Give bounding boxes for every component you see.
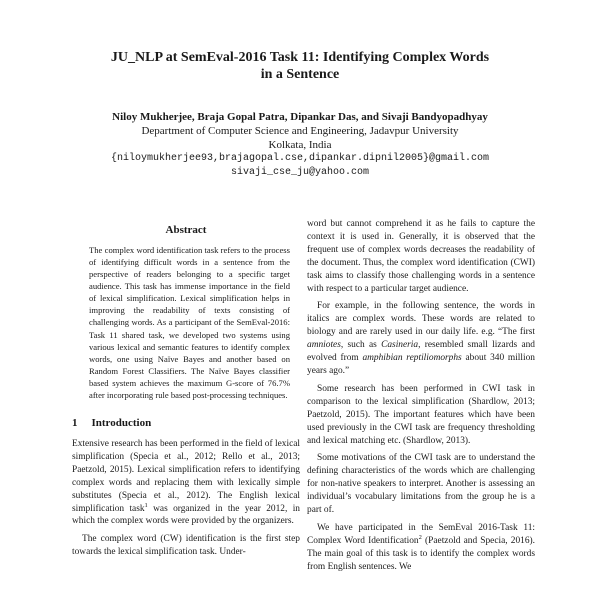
footnote-marker-2: 2 xyxy=(418,533,422,541)
author-location: Kolkata, India xyxy=(268,139,332,151)
title-line-1: JU_NLP at SemEval-2016 Task 11: Identifying Complex Words xyxy=(110,50,490,65)
title-line-2: in a Sentence xyxy=(260,67,340,82)
left-column xyxy=(72,224,300,564)
right-column xyxy=(307,218,535,579)
author-names: Niloy Mukherjee, Braja Gopal Patra, Dipankar Das, and Sivaji Bandyopadhyay xyxy=(112,111,488,123)
author-email-2: sivaji_cse_ju@yahoo.com xyxy=(230,167,370,178)
author-email-1: {niloymukherjee93,brajagopal.cse,dipankar.dipnil2005}@gmail.com xyxy=(110,153,490,164)
right-paragraph-1: word but cannot comprehend it as he fails to capture the context it is used in. Generally, it is observed that the frequent use of complex words decreases the readability of the document. Thus, the complex word identification (CWI) task aims to classify those challenging words in a sentence with respect to a particular target audience. xyxy=(307,219,535,294)
section-number: 1 xyxy=(72,417,78,430)
right-paragraph-4: Some motivations of the CWI task are to understand the defining characteristics of the words which are challenging for non-native speakers to interpret. Another is assessing an individual’s vocabulary limitations from the group he is a part of. xyxy=(307,453,535,516)
abstract-text: The complex word identification task refers to the process of identifying difficult words in a sentence from the perspective of readers belonging to a specific target audience. This task has immense importance in the field of lexical simplification. Lexical simplification helps in improving the readability of texts consisting of challenging words. As a participant of the SemEval-2016: Task 11 shared task, we developed two systems using various lexical and semantic features to identify complex words, one using Naïve Bayes and another based on Random Forest Classifiers. The Naïve Bayes classifier based system achieves the maximum G-score of 76.7% after incorporating rule based post-processing techniques. xyxy=(89,244,290,401)
intro-paragraph-1: Extensive research has been performed in the field of lexical simplification (Specia et al., 2012; Rello et al., 2013; Paetzold, 2015). Lexical simplification refers to identifying complex words and replacing them with lexically simple substitutes (Specia et al., 2012). The English lexical simplification task$^1$ was organized in the year 2012, in which the complex words were provided by the organizers. xyxy=(72,439,300,527)
intro-paragraph-2: The complex word (CW) identification is the first step towards the lexical simplification task. Under- xyxy=(72,534,300,558)
right-paragraph-3: Some research has been performed in CWI task in comparison to the lexical simplification (Shardlow, 2013; Paetzold, 2015). The important features which have been used previously in the CWI task are frequency thresholding and lexical matching etc. (Shardlow, 2013). xyxy=(307,383,535,446)
right-paragraph-2: For example, in the following sentence, the words in italics are complex words. These words are related to biology and are rarely used in our daily life. e.g. “The first amniotes, such as Casineria, resembled small lizards and evolved from amphibian reptiliomorphs about 340 million years ago.” xyxy=(307,301,535,376)
paper-title xyxy=(0,49,600,83)
abstract-heading: Abstract xyxy=(165,224,207,236)
author-block xyxy=(0,110,600,180)
section-title: Introduction xyxy=(91,417,152,430)
footnote-marker-1: 1 xyxy=(144,501,148,509)
right-paragraph-5: We have participated in the SemEval 2016-Task 11: Complex Word Identification$^2$ (Paetzold and Specia, 2016). The main goal of this task is to identify the complex words from English sentences. We xyxy=(307,522,535,572)
section-heading-introduction xyxy=(72,417,300,430)
author-affiliation: Department of Computer Science and Engineering, Jadavpur University xyxy=(141,125,459,137)
